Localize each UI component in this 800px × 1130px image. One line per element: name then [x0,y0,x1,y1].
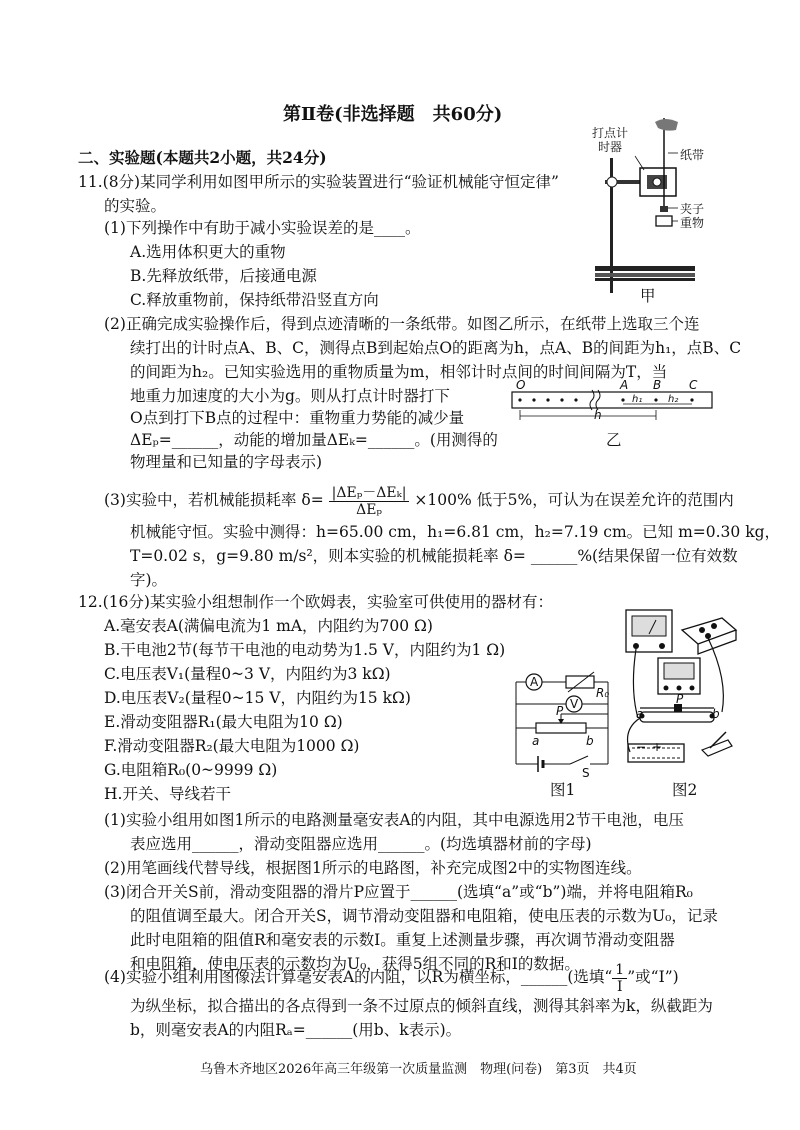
q12-stem: 12.(16分)某实验小组想制作一个欧姆表，实验室可供使用的器材有： [78,593,553,611]
reciprocal-i-fraction [612,962,627,995]
fig1-voltmeter-label: V [570,697,579,711]
label-clip: 夹子 [680,202,705,216]
q12-part3-line2: 的阻值调至最大。闭合开关S，调节滑动变阻器和电阻箱，使电压表的示数为U₀，记录 [130,907,718,925]
label-h: h [594,408,602,422]
q12-part3-line4: 和电阻箱，使电压表的示数均为U₀，获得5组不同的R和I的数据。 [130,955,580,973]
q12-part1-line1: (1)实验小组用如图1所示的电路测量毫安表A的内阻，其中电源选用2节干电池，电压 [104,811,684,829]
q11-option-c: C.释放重物前，保持纸带沿竖直方向 [130,291,379,309]
figure-1-circuit [508,668,620,780]
q11-part3-suffix: ×100% 低于5%，可认为在误差允许的范围内 [414,491,734,509]
q11-option-a: A.选用体积更大的重物 [130,243,286,261]
fig1-r0-label: R₀ [596,686,610,700]
q12-part4-prefix: (4)实验小组利用图像法计算毫安表A的内阻，以R为横坐标，______(选填“ [104,968,613,986]
q11-part3-line3: T=0.02 s，g=9.80 m/s²，则本实验的机械能损耗率 δ= ______%(结果保留一位有效数 [130,547,738,565]
q12-item-e: E.滑动变阻器R₁(最大电阻为10 Ω) [104,713,343,731]
figure-yi-caption: 乙 [606,431,622,449]
label-weight: 重物 [680,216,705,230]
q12-item-c: C.电压表V₁(量程0~3 V，内阻约为3 kΩ) [104,665,391,683]
fraction-numerator: 1 [612,962,627,979]
q11-part3-line1 [104,482,734,518]
figure-1-caption: 图1 [550,781,576,799]
q12-item-g: G.电阻箱R₀(0~9999 Ω) [104,761,278,779]
label-h2: h₂ [668,394,679,405]
q11-part3-line2: 机械能守恒。实验中测得：h=65.00 cm，h₁=6.81 cm，h₂=7.19 cm。已知 m=0.30 kg， [130,523,781,541]
page-footer: 乌鲁木齐地区2026年高三年级第一次质量监测 物理(问卷) 第3页 共4页 [200,1062,637,1077]
q12-item-a: A.毫安表A(满偏电流为1 mA，内阻约为700 Ω) [104,617,433,635]
q11-stem-line1: 11.(8分)某同学利用如图甲所示的实验装置进行“验证机械能守恒定律” [78,173,559,191]
fig1-ammeter-label: A [530,675,539,689]
label-timer: 打点计 [592,126,629,140]
fig2-plus-label: + [652,740,663,754]
q12-part3-line3: 此时电阻箱的阻值R和毫安表的示数I。重复上述测量步骤，再次调节滑动变阻器 [130,931,675,949]
q11-stem-line2: 的实验。 [104,197,167,215]
fraction-denominator: I [616,978,623,995]
point-c: C [689,378,698,392]
label-h1: h₁ [632,394,643,405]
label-tape: 纸带 [680,148,705,162]
point-o: O [516,378,526,392]
q12-item-d: D.电压表V₂(量程0~15 V，内阻约为15 kΩ) [104,689,411,707]
q12-item-f: F.滑动变阻器R₂(最大电阻为1000 Ω) [104,737,360,755]
q11-part3-prefix: (3)实验中，若机械能损耗率 δ= [104,491,324,509]
fig1-s-label: S [582,766,590,780]
fig2-minus-label: − [636,740,647,754]
q12-part4-line2: 为纵坐标，拟合描出的各点得到一条不过原点的倾斜直线，测得其斜率为k，纵截距为 [130,997,713,1015]
page-title: 第Ⅱ卷(非选择题 共60分) [283,104,503,125]
q12-part3-line1: (3)闭合开关S前，滑动变阻器的滑片P应置于______(选填“a”或“b”)端，并将电阻箱R₀ [104,883,693,901]
q11-part2-line1: (2)正确完成实验操作后，得到点迹清晰的一条纸带。如图乙所示，在纸带上选取三个连 [104,315,700,333]
figure-yi-tape [508,380,718,430]
q11-part2-line3: 的间距为h₂。已知实验选用的重物质量为m，相邻计时点间的时间间隔为T，当 [130,363,668,381]
q12-part4-suffix: ”或“I”) [627,968,679,986]
loss-rate-fraction [329,485,410,518]
fig1-a-label: a [532,734,540,748]
q11-part2-line2: 续打出的计时点A、B、C，测得点B到起始点O的距离为h，点A、B的间距为h₁，点B、C [130,339,742,357]
q11-part2-line4: 地重力加速度的大小为g。则从打点计时器打下 [130,387,450,405]
q12-part2: (2)用笔画线代替导线，根据图1所示的电路图，补充完成图2中的实物图连线。 [104,859,642,877]
fig2-b-label: b [712,707,720,721]
fraction-denominator: ΔEₚ [356,501,383,518]
point-b: B [653,378,662,392]
fraction-numerator: |ΔEₚ－ΔEₖ| [329,485,410,502]
q11-part2-line7: 物理量和已知量的字母表示) [130,453,323,471]
figure-jia-caption: 甲 [640,287,656,305]
point-a: A [620,378,629,392]
q12-part4-line3: b，则毫安表A的内阻Rₐ=______(用b、k表示)。 [130,1021,462,1039]
q11-option-b: B.先释放纸带，后接通电源 [130,267,317,285]
fig1-b-label: b [586,734,594,748]
q12-item-b: B.干电池2节(每节干电池的电动势为1.5 V，内阻约为1 Ω) [104,641,506,659]
figure-2-caption: 图2 [672,781,698,799]
q11-part1: (1)下列操作中有助于减小实验误差的是____。 [104,219,421,237]
q12-part1-line2: 表应选用______，滑动变阻器应选用______。(均选填器材前的字母) [130,835,592,853]
section-heading: 二、实验题(本题共2小题，共24分) [78,148,327,167]
fig2-p-label: P [676,692,684,706]
fig1-p-label: P [556,704,564,718]
label-timer-2: 时器 [598,140,623,154]
q12-part4-line1 [104,960,679,995]
q12-item-h: H.开关、导线若干 [104,785,231,803]
q11-part2-line5: O点到打下B点的过程中：重物重力势能的减少量 [130,409,465,427]
q11-part3-line4: 字)。 [130,571,168,589]
fig2-a-label: a [636,707,644,721]
q11-part2-line6: ΔEₚ=______，动能的增加量ΔEₖ=______。(用测得的 [130,431,498,449]
